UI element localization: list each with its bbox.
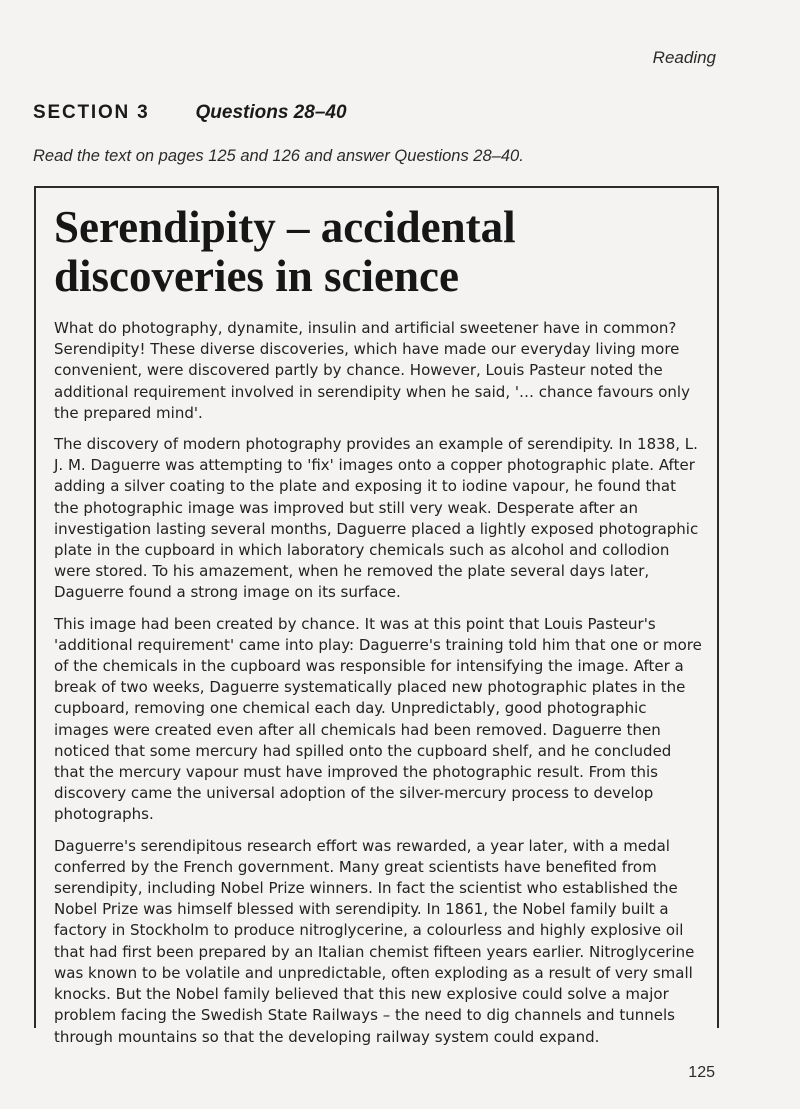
page-number: 125 [688,1064,715,1081]
article-paragraph-1: What do photography, dynamite, insulin and artificial sweetener have in common? Serendipity! These diverse discoveries, which have made our everyday living more convenient, were discovered partly by chance. However, Louis Pasteur noted the additional requirement involved in serendipity when he said, '… chance favours only the prepared mind'. [54,319,690,422]
article-paragraph-4: Daguerre's serendipitous research effort was rewarded, a year later, with a medal conferred by the French government. Many great scientists have benefited from serendipity, including Nobel Prize winners. In fact the scientist who established the Nobel Prize was himself blessed with serendipity. In 1861, the Nobel family built a factory in Stockholm to produce nitroglycerine, a colourless and highly explosive oil that had first been prepared by an Italian chemist fifteen years earlier. Nitroglycerine was known to be volatile and unpredictable, often exploding as a result of very small knocks. But the Nobel family believed that this new explosive could solve a major problem facing the Swedish State Railways – the need to dig channels and tunnels through mountains so that the developing railway system could expand. [54,836,695,1046]
section-label: SECTION 3 [33,102,150,123]
reading-instruction: Read the text on pages 125 and 126 and answer Questions 28–40. [33,147,524,165]
article-body [54,318,704,1058]
article-title: Serendipity – accidental discoveries in science [54,202,516,301]
article-paragraph-2: The discovery of modern photography provides an example of serendipity. In 1838, L. J. M. Daguerre was attempting to 'fix' images onto a copper photographic plate. After adding a silver coating to the plate and exposing it to iodine vapour, he found that the photographic image was improved but still very weak. Desperate after an investigation lasting several months, Daguerre placed a lightly exposed photographic plate in the cupboard in which laboratory chemicals such as alcohol and collodion were stored. To his amazement, when he removed the plate several days later, Daguerre found a strong image on its surface. [54,435,699,602]
running-head: Reading [652,48,716,67]
article-paragraph-3: This image had been created by chance. It was at this point that Louis Pasteur's 'additional requirement' came into play: Daguerre's training told him that one or more of the chemicals in the cupboard was responsible for intensifying the image. After a break of two weeks, Daguerre systematically placed new photographic plates in the cupboard, removing one chemical each day. Unpredictably, good photographic images were created even after all chemicals had been removed. Daguerre then noticed that some mercury had spilled onto the cupboard shelf, and he concluded that the mercury vapour must have improved the photographic result. From this discovery came the universal adoption of the silver-mercury process to develop photographs. [54,614,702,824]
section-heading [33,102,347,124]
questions-range: Questions 28–40 [195,102,347,123]
